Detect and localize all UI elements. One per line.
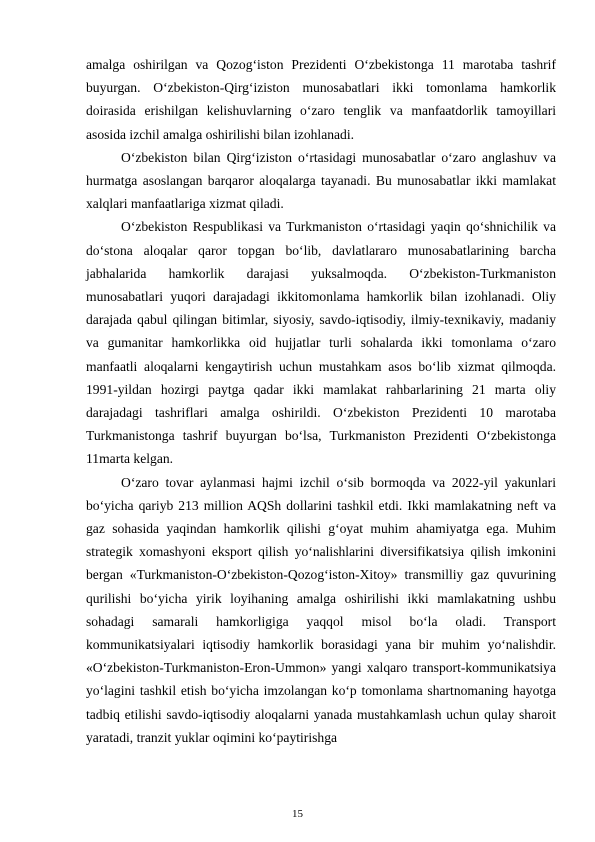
body-text xyxy=(86,53,556,749)
paragraph: amalga oshirilgan va Qozog‘iston Prezidenti O‘zbekistonga 11 marotaba tashrif buyurgan. O‘zbekiston-Qirg‘iziston munosabatlari ikki tomonlama hamkorlik doirasida erishilgan kelishuvlarning o‘zaro tenglik va manfaatdorlik tamoyillari asosida izchil amalga oshirilishi bilan izohlanadi. xyxy=(86,57,556,142)
paragraph: O‘zbekiston Respublikasi va Turkmaniston o‘rtasidagi yaqin qo‘shnichilik va do‘stona aloqalar qaror topgan bo‘lib, davlatlararo munosabatlarining barcha jabhalarida hamkorlik darajasi yuksalmoqda. O‘zbekiston-Turkmaniston munosabatlari yuqori darajadagi ikkitomonlama hamkorlik bilan izohlanadi. Oliy darajada qabul qilingan bitimlar, siyosiy, savdo-iqtisodiy, ilmiy-texnikaviy, madaniy va gumanitar hamkorlikka oid hujjatlar turli sohalarda ikki tomonlama o‘zaro manfaatli aloqalarni kengaytirish uchun mustahkam asos bo‘lib xizmat qilmoqda. 1991-yildan hozirgi paytga qadar ikki mamlakat rahbarlarining 21 marta oliy darajadagi tashriflari amalga oshirildi. O‘zbekiston Prezidenti 10 marotaba Turkmanistonga tashrif buyurgan bo‘lsa, Turkmaniston Prezidenti O‘zbekistonga 11marta kelgan. xyxy=(86,219,556,467)
page-number: 15 xyxy=(292,808,303,820)
paragraph: O‘zaro tovar aylanmasi hajmi izchil o‘sib bormoqda va 2022-yil yakunlari bo‘yicha qariyb 213 million AQSh dollarini tashkil etdi. Ikki mamlakatning neft va gaz sohasida yaqindan hamkorlik qilishi g‘oyat muhim ahamiyatga ega. Muhim strategik xomashyoni eksport qilish yo‘nalishlarini diversifikatsiya qilish imkonini bergan «Turkmaniston-O‘zbekiston-Qozog‘iston-Xitoy» transmilliy gaz quvurining qurilishi bo‘yicha yirik loyihaning amalga oshirilishi ikki mamlakatning ushbu sohadagi samarali hamkorligiga yaqqol misol bo‘la oladi. Transport kommunikatsiyalari iqtisodiy hamkorlik borasidagi yana bir muhim yo‘nalishdir. «O‘zbekiston-Turkmaniston-Eron-Ummon» yangi xalqaro transport-kommunikatsiya yo‘lagini tashkil etish bo‘yicha imzolangan ko‘p tomonlama shartnomaning hayotga tadbiq etilishi savdo-iqtisodiy aloqalarni yanada mustahkamlash uchun qulay sharoit yaratadi, tranzit yuklar oqimini ko‘paytirishga xyxy=(86,474,556,745)
paragraph: O‘zbekiston bilan Qirg‘iziston o‘rtasidagi munosabatlar o‘zaro anglashuv va hurmatga asoslangan barqaror aloqalarga tayanadi. Bu munosabatlar ikki mamlakat xalqlari manfaatlariga xizmat qiladi. xyxy=(86,149,556,212)
